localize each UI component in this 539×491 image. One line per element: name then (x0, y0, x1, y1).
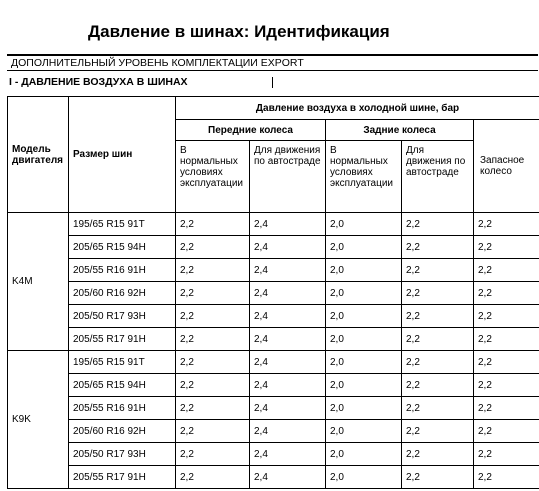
cell-spare: 2,2 (474, 305, 539, 328)
cell-rear-highway: 2,2 (402, 259, 474, 282)
header-front-highway: Для движения по автостраде (250, 141, 326, 213)
cell-tyre-size: 205/55 R16 91H (69, 397, 176, 420)
cell-spare: 2,2 (474, 420, 539, 443)
table-row (8, 443, 539, 466)
cell-spare: 2,2 (474, 443, 539, 466)
table-row (8, 328, 539, 351)
section-title: I - ДАВЛЕНИЕ ВОЗДУХА В ШИНАХ (9, 76, 188, 88)
table-row (8, 282, 539, 305)
cell-rear-normal: 2,0 (326, 374, 402, 397)
cell-front-highway: 2,4 (250, 351, 326, 374)
cell-front-normal: 2,2 (176, 374, 250, 397)
cell-front-highway: 2,4 (250, 443, 326, 466)
cell-front-highway: 2,4 (250, 282, 326, 305)
engine-model-cell: K9K (8, 351, 69, 489)
cell-rear-highway: 2,2 (402, 420, 474, 443)
cell-front-highway: 2,4 (250, 328, 326, 351)
cell-front-normal: 2,2 (176, 351, 250, 374)
cell-spare: 2,2 (474, 213, 539, 236)
cell-rear-highway: 2,2 (402, 213, 474, 236)
table-row (8, 420, 539, 443)
cell-front-highway: 2,4 (250, 213, 326, 236)
header-engine-model: Модель двигателя (8, 97, 69, 213)
cell-front-normal: 2,2 (176, 282, 250, 305)
cell-rear-normal: 2,0 (326, 443, 402, 466)
cell-tyre-size: 205/60 R16 92H (69, 420, 176, 443)
cell-front-normal: 2,2 (176, 328, 250, 351)
cell-front-normal: 2,2 (176, 443, 250, 466)
header-spare-wheel: Запасное колесо (474, 120, 539, 213)
cell-tyre-size: 205/55 R17 91H (69, 466, 176, 489)
table-row (8, 305, 539, 328)
export-trim-bar (7, 54, 538, 71)
cell-rear-normal: 2,0 (326, 351, 402, 374)
table-row (8, 236, 539, 259)
cell-spare: 2,2 (474, 236, 539, 259)
cell-front-normal: 2,2 (176, 236, 250, 259)
cell-rear-normal: 2,0 (326, 397, 402, 420)
cell-front-highway: 2,4 (250, 420, 326, 443)
cell-rear-highway: 2,2 (402, 305, 474, 328)
tyre-pressure-table (7, 96, 539, 489)
cell-spare: 2,2 (474, 397, 539, 420)
header-rear-normal: В нормальных условиях эксплуатации (326, 141, 402, 213)
cell-spare: 2,2 (474, 374, 539, 397)
cell-tyre-size: 195/65 R15 91T (69, 213, 176, 236)
header-front-normal: В нормальных условиях эксплуатации (176, 141, 250, 213)
cell-tyre-size: 195/65 R15 91T (69, 351, 176, 374)
cell-rear-highway: 2,2 (402, 328, 474, 351)
cell-front-highway: 2,4 (250, 466, 326, 489)
cell-spare: 2,2 (474, 466, 539, 489)
cell-spare: 2,2 (474, 328, 539, 351)
cell-tyre-size: 205/65 R15 94H (69, 374, 176, 397)
cell-front-normal: 2,2 (176, 213, 250, 236)
cell-rear-highway: 2,2 (402, 466, 474, 489)
table-row (8, 213, 539, 236)
table-row (8, 351, 539, 374)
cell-rear-highway: 2,2 (402, 236, 474, 259)
header-tyre-size: Размер шин (69, 97, 176, 213)
export-trim-label: ДОПОЛНИТЕЛЬНЫЙ УРОВЕНЬ КОМПЛЕКТАЦИИ EXPORT (11, 57, 304, 69)
cell-tyre-size: 205/50 R17 93H (69, 305, 176, 328)
cell-front-highway: 2,4 (250, 259, 326, 282)
header-rear-wheels: Задние колеса (326, 120, 474, 141)
cell-spare: 2,2 (474, 351, 539, 374)
cell-front-normal: 2,2 (176, 305, 250, 328)
cell-rear-normal: 2,0 (326, 466, 402, 489)
cell-rear-normal: 2,0 (326, 328, 402, 351)
cell-tyre-size: 205/60 R16 92H (69, 282, 176, 305)
cell-rear-normal: 2,0 (326, 282, 402, 305)
header-cold-pressure: Давление воздуха в холодной шине, бар (176, 97, 539, 120)
cell-front-highway: 2,4 (250, 236, 326, 259)
table-row (8, 259, 539, 282)
cell-front-highway: 2,4 (250, 374, 326, 397)
cell-rear-normal: 2,0 (326, 305, 402, 328)
table-row (8, 374, 539, 397)
cell-rear-highway: 2,2 (402, 374, 474, 397)
cell-tyre-size: 205/65 R15 94H (69, 236, 176, 259)
cell-front-normal: 2,2 (176, 420, 250, 443)
cell-rear-normal: 2,0 (326, 259, 402, 282)
cell-rear-normal: 2,0 (326, 213, 402, 236)
cell-rear-highway: 2,2 (402, 397, 474, 420)
cell-tyre-size: 205/55 R16 91H (69, 259, 176, 282)
cell-spare: 2,2 (474, 259, 539, 282)
cell-front-normal: 2,2 (176, 259, 250, 282)
cell-front-highway: 2,4 (250, 305, 326, 328)
cell-tyre-size: 205/50 R17 93H (69, 443, 176, 466)
cell-rear-normal: 2,0 (326, 236, 402, 259)
table-row (8, 466, 539, 489)
cell-front-normal: 2,2 (176, 397, 250, 420)
cell-front-normal: 2,2 (176, 466, 250, 489)
engine-model-cell: K4M (8, 213, 69, 351)
header-rear-highway: Для движения по автостраде (402, 141, 474, 213)
cell-rear-highway: 2,2 (402, 443, 474, 466)
header-front-wheels: Передние колеса (176, 120, 326, 141)
cell-rear-highway: 2,2 (402, 351, 474, 374)
page-title: Давление в шинах: Идентификация (88, 22, 390, 41)
cell-front-highway: 2,4 (250, 397, 326, 420)
table-row (8, 397, 539, 420)
cell-spare: 2,2 (474, 282, 539, 305)
cell-tyre-size: 205/55 R17 91H (69, 328, 176, 351)
cell-rear-normal: 2,0 (326, 420, 402, 443)
text-cursor (272, 77, 273, 88)
cell-rear-highway: 2,2 (402, 282, 474, 305)
